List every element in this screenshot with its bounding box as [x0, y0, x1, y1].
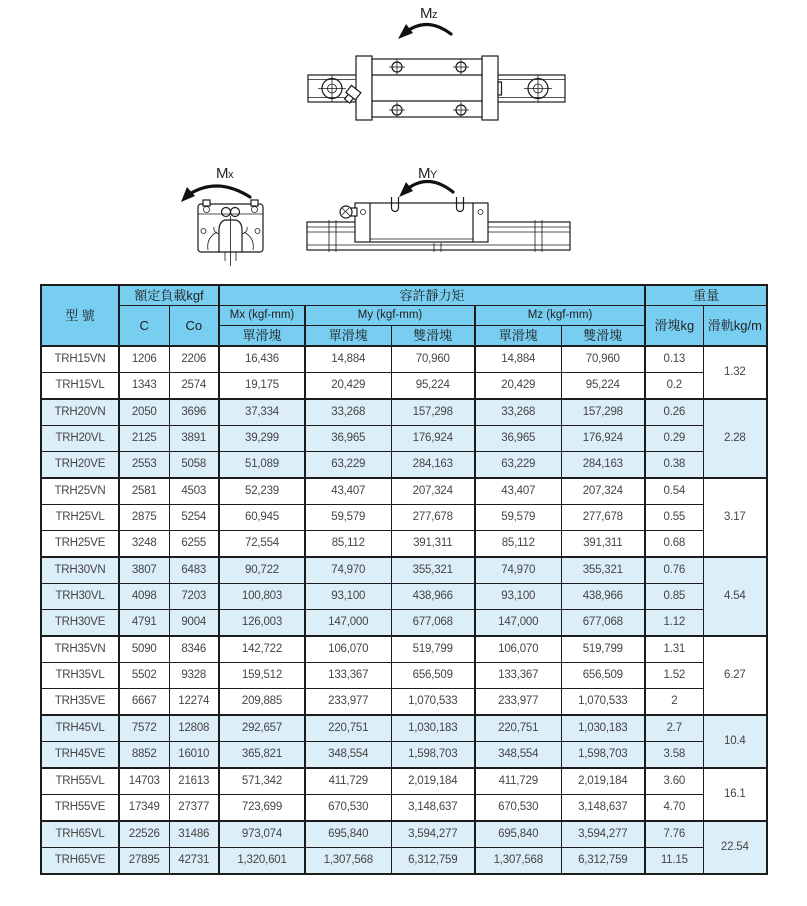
co-cell: 4503	[169, 478, 219, 505]
c-cell: 4098	[119, 584, 169, 610]
my-single-cell: 106,070	[305, 636, 391, 663]
my-double-cell: 157,298	[391, 399, 475, 426]
my-double-cell: 355,321	[391, 557, 475, 584]
co-cell: 12808	[169, 715, 219, 742]
model-cell: TRH30VN	[41, 557, 119, 584]
block-weight-cell: 1.12	[645, 610, 703, 637]
my-double-cell: 3,148,637	[391, 795, 475, 822]
rail-weight-cell: 10.4	[703, 715, 767, 768]
table-row	[41, 505, 767, 531]
model-cell: TRH15VL	[41, 373, 119, 400]
block-weight-cell: 0.54	[645, 478, 703, 505]
block-side-view	[340, 197, 488, 242]
my-double-cell: 677,068	[391, 610, 475, 637]
mz-single-cell: 14,884	[475, 346, 561, 373]
mz-single-cell: 233,977	[475, 689, 561, 716]
mx-label: M	[216, 165, 229, 182]
co-cell: 31486	[169, 821, 219, 848]
mz-label-sub: z	[432, 9, 438, 21]
block-weight-cell: 0.29	[645, 426, 703, 452]
c-cell: 4791	[119, 610, 169, 637]
mz-double-cell: 157,298	[561, 399, 645, 426]
mz-double-cell: 2,019,184	[561, 768, 645, 795]
my-double-cell: 438,966	[391, 584, 475, 610]
my-double-cell: 6,312,759	[391, 848, 475, 875]
co-cell: 6255	[169, 531, 219, 558]
mz-double-cell: 355,321	[561, 557, 645, 584]
my-single-cell: 85,112	[305, 531, 391, 558]
spec-table	[40, 284, 768, 875]
co-cell: 8346	[169, 636, 219, 663]
model-cell: TRH25VL	[41, 505, 119, 531]
mx-single-cell: 39,299	[219, 426, 305, 452]
rail-weight-cell: 16.1	[703, 768, 767, 821]
block-weight-cell: 0.76	[645, 557, 703, 584]
c-cell: 2581	[119, 478, 169, 505]
my-double-cell: 95,224	[391, 373, 475, 400]
c-cell: 17349	[119, 795, 169, 822]
my-single-cell: 411,729	[305, 768, 391, 795]
mz-double-cell: 277,678	[561, 505, 645, 531]
my-double-cell: 1,070,533	[391, 689, 475, 716]
c-cell: 5502	[119, 663, 169, 689]
model-cell: TRH35VL	[41, 663, 119, 689]
mz-double-cell: 95,224	[561, 373, 645, 400]
table-row	[41, 689, 767, 716]
rail-weight-cell: 22.54	[703, 821, 767, 874]
mz-single-cell: 348,554	[475, 742, 561, 769]
mz-double-cell: 3,148,637	[561, 795, 645, 822]
header-co: Co	[169, 306, 219, 347]
block-top-view	[342, 56, 501, 120]
my-double-cell: 207,324	[391, 478, 475, 505]
model-cell: TRH30VE	[41, 610, 119, 637]
mz-double-cell: 656,509	[561, 663, 645, 689]
c-cell: 5090	[119, 636, 169, 663]
model-cell: TRH25VE	[41, 531, 119, 558]
my-single-cell: 59,579	[305, 505, 391, 531]
model-cell: TRH20VN	[41, 399, 119, 426]
model-cell: TRH15VN	[41, 346, 119, 373]
mx-single-cell: 159,512	[219, 663, 305, 689]
table-row	[41, 636, 767, 663]
block-weight-cell: 7.76	[645, 821, 703, 848]
header-mx: Mx (kgf-mm)	[219, 306, 305, 326]
rail-weight-cell: 4.54	[703, 557, 767, 636]
model-cell: TRH30VL	[41, 584, 119, 610]
rail-weight-cell: 1.32	[703, 346, 767, 399]
my-label: M	[418, 165, 431, 182]
mx-single-cell: 1,320,601	[219, 848, 305, 875]
header-mz-double: 雙滑塊	[561, 326, 645, 347]
co-cell: 12274	[169, 689, 219, 716]
my-single-cell: 74,970	[305, 557, 391, 584]
block-weight-cell: 11.15	[645, 848, 703, 875]
block-weight-cell: 4.70	[645, 795, 703, 822]
block-weight-cell: 2.7	[645, 715, 703, 742]
header-my-double: 雙滑塊	[391, 326, 475, 347]
co-cell: 2206	[169, 346, 219, 373]
c-cell: 2553	[119, 452, 169, 479]
grease-nipple-icon	[340, 206, 357, 218]
my-single-cell: 348,554	[305, 742, 391, 769]
mz-single-cell: 43,407	[475, 478, 561, 505]
mz-single-cell: 33,268	[475, 399, 561, 426]
table-row	[41, 373, 767, 400]
block-weight-cell: 3.58	[645, 742, 703, 769]
mz-drawing-svg	[298, 0, 580, 152]
block-weight-cell: 0.2	[645, 373, 703, 400]
header-mz-single: 單滑塊	[475, 326, 561, 347]
mx-front-view-drawing	[165, 158, 305, 280]
mx-single-cell: 973,074	[219, 821, 305, 848]
table-row	[41, 663, 767, 689]
mz-double-cell: 438,966	[561, 584, 645, 610]
c-cell: 7572	[119, 715, 169, 742]
mz-single-cell: 20,429	[475, 373, 561, 400]
mx-single-cell: 126,003	[219, 610, 305, 637]
my-double-cell: 391,311	[391, 531, 475, 558]
mz-double-cell: 176,924	[561, 426, 645, 452]
table-row	[41, 768, 767, 795]
mz-single-cell: 106,070	[475, 636, 561, 663]
rail-weight-cell: 2.28	[703, 399, 767, 478]
my-single-cell: 20,429	[305, 373, 391, 400]
table-row	[41, 715, 767, 742]
mx-single-cell: 37,334	[219, 399, 305, 426]
c-cell: 6667	[119, 689, 169, 716]
mx-single-cell: 51,089	[219, 452, 305, 479]
co-cell: 3696	[169, 399, 219, 426]
my-double-cell: 70,960	[391, 346, 475, 373]
mz-double-cell: 519,799	[561, 636, 645, 663]
my-double-cell: 519,799	[391, 636, 475, 663]
c-cell: 8852	[119, 742, 169, 769]
my-single-cell: 147,000	[305, 610, 391, 637]
model-cell: TRH65VL	[41, 821, 119, 848]
header-mx-single: 單滑塊	[219, 326, 305, 347]
mz-single-cell: 74,970	[475, 557, 561, 584]
model-cell: TRH55VL	[41, 768, 119, 795]
mz-single-cell: 63,229	[475, 452, 561, 479]
mz-single-cell: 1,307,568	[475, 848, 561, 875]
mz-double-cell: 677,068	[561, 610, 645, 637]
co-cell: 9004	[169, 610, 219, 637]
block-weight-cell: 0.38	[645, 452, 703, 479]
mz-double-cell: 6,312,759	[561, 848, 645, 875]
block-weight-cell: 0.68	[645, 531, 703, 558]
co-cell: 27377	[169, 795, 219, 822]
table-row	[41, 452, 767, 479]
c-cell: 3807	[119, 557, 169, 584]
mz-top-view-drawing	[298, 0, 580, 152]
my-single-cell: 695,840	[305, 821, 391, 848]
my-double-cell: 277,678	[391, 505, 475, 531]
spec-table-body	[41, 346, 767, 874]
mx-single-cell: 209,885	[219, 689, 305, 716]
header-block-weight: 滑塊kg	[645, 306, 703, 347]
mz-single-cell: 36,965	[475, 426, 561, 452]
mx-single-cell: 72,554	[219, 531, 305, 558]
mx-single-cell: 90,722	[219, 557, 305, 584]
co-cell: 6483	[169, 557, 219, 584]
model-cell: TRH35VE	[41, 689, 119, 716]
mz-single-cell: 85,112	[475, 531, 561, 558]
block-front-view	[198, 200, 263, 266]
mx-single-cell: 16,436	[219, 346, 305, 373]
table-row	[41, 795, 767, 822]
my-double-cell: 2,019,184	[391, 768, 475, 795]
my-single-cell: 93,100	[305, 584, 391, 610]
model-cell: TRH45VL	[41, 715, 119, 742]
mz-single-cell: 147,000	[475, 610, 561, 637]
mx-single-cell: 571,342	[219, 768, 305, 795]
my-moment-arrow-icon	[399, 181, 453, 197]
my-single-cell: 14,884	[305, 346, 391, 373]
header-model: 型 號	[41, 285, 119, 346]
c-cell: 1343	[119, 373, 169, 400]
mz-single-cell: 59,579	[475, 505, 561, 531]
my-single-cell: 133,367	[305, 663, 391, 689]
table-row	[41, 399, 767, 426]
header-mz: Mz (kgf-mm)	[475, 306, 645, 326]
mz-double-cell: 3,594,277	[561, 821, 645, 848]
co-cell: 2574	[169, 373, 219, 400]
co-cell: 5058	[169, 452, 219, 479]
table-row	[41, 821, 767, 848]
mz-single-cell: 411,729	[475, 768, 561, 795]
model-cell: TRH35VN	[41, 636, 119, 663]
table-row	[41, 848, 767, 875]
header-my-single: 單滑塊	[305, 326, 391, 347]
mx-drawing-svg	[165, 158, 305, 280]
c-cell: 2050	[119, 399, 169, 426]
mx-single-cell: 292,657	[219, 715, 305, 742]
mx-moment-arrow-icon	[181, 186, 250, 202]
model-cell: TRH20VE	[41, 452, 119, 479]
table-row	[41, 478, 767, 505]
mx-single-cell: 100,803	[219, 584, 305, 610]
mz-double-cell: 284,163	[561, 452, 645, 479]
co-cell: 7203	[169, 584, 219, 610]
my-label-sub: Y	[430, 169, 438, 181]
c-cell: 27895	[119, 848, 169, 875]
co-cell: 5254	[169, 505, 219, 531]
my-double-cell: 656,509	[391, 663, 475, 689]
c-cell: 2125	[119, 426, 169, 452]
mz-single-cell: 93,100	[475, 584, 561, 610]
c-cell: 3248	[119, 531, 169, 558]
mz-moment-arrow-icon	[398, 24, 451, 39]
table-row	[41, 610, 767, 637]
block-weight-cell: 3.60	[645, 768, 703, 795]
my-double-cell: 3,594,277	[391, 821, 475, 848]
model-cell: TRH45VE	[41, 742, 119, 769]
my-single-cell: 63,229	[305, 452, 391, 479]
my-single-cell: 670,530	[305, 795, 391, 822]
block-weight-cell: 0.55	[645, 505, 703, 531]
mx-label-sub: x	[228, 169, 234, 181]
mx-single-cell: 19,175	[219, 373, 305, 400]
header-static-moment: 容許靜力矩	[219, 285, 645, 306]
block-weight-cell: 1.52	[645, 663, 703, 689]
table-row	[41, 531, 767, 558]
block-weight-cell: 0.13	[645, 346, 703, 373]
mz-double-cell: 1,598,703	[561, 742, 645, 769]
c-cell: 22526	[119, 821, 169, 848]
mz-double-cell: 1,030,183	[561, 715, 645, 742]
mz-double-cell: 391,311	[561, 531, 645, 558]
table-row	[41, 426, 767, 452]
table-row	[41, 557, 767, 584]
block-weight-cell: 1.31	[645, 636, 703, 663]
block-weight-cell: 2	[645, 689, 703, 716]
my-single-cell: 43,407	[305, 478, 391, 505]
my-double-cell: 1,030,183	[391, 715, 475, 742]
my-single-cell: 33,268	[305, 399, 391, 426]
table-row	[41, 742, 767, 769]
c-cell: 1206	[119, 346, 169, 373]
rail-weight-cell: 3.17	[703, 478, 767, 557]
my-single-cell: 220,751	[305, 715, 391, 742]
my-single-cell: 1,307,568	[305, 848, 391, 875]
block-weight-cell: 0.26	[645, 399, 703, 426]
header-rail-weight: 滑軌kg/m	[703, 306, 767, 347]
mz-double-cell: 70,960	[561, 346, 645, 373]
co-cell: 3891	[169, 426, 219, 452]
rail-weight-cell: 6.27	[703, 636, 767, 715]
mz-double-cell: 1,070,533	[561, 689, 645, 716]
mz-double-cell: 207,324	[561, 478, 645, 505]
co-cell: 16010	[169, 742, 219, 769]
my-double-cell: 1,598,703	[391, 742, 475, 769]
mx-single-cell: 723,699	[219, 795, 305, 822]
table-row	[41, 584, 767, 610]
header-c: C	[119, 306, 169, 347]
block-weight-cell: 0.85	[645, 584, 703, 610]
c-cell: 2875	[119, 505, 169, 531]
model-cell: TRH20VL	[41, 426, 119, 452]
mz-single-cell: 220,751	[475, 715, 561, 742]
model-cell: TRH25VN	[41, 478, 119, 505]
co-cell: 9328	[169, 663, 219, 689]
co-cell: 21613	[169, 768, 219, 795]
my-single-cell: 36,965	[305, 426, 391, 452]
mx-single-cell: 52,239	[219, 478, 305, 505]
model-cell: TRH65VE	[41, 848, 119, 875]
header-weight: 重量	[645, 285, 767, 306]
model-cell: TRH55VE	[41, 795, 119, 822]
my-double-cell: 284,163	[391, 452, 475, 479]
mz-single-cell: 133,367	[475, 663, 561, 689]
mz-label: M	[420, 5, 433, 22]
header-rated-load: 額定負載kgf	[119, 285, 219, 306]
my-double-cell: 176,924	[391, 426, 475, 452]
table-row	[41, 346, 767, 373]
mx-single-cell: 365,821	[219, 742, 305, 769]
mz-single-cell: 695,840	[475, 821, 561, 848]
spec-table-header	[41, 285, 767, 346]
mz-single-cell: 670,530	[475, 795, 561, 822]
my-single-cell: 233,977	[305, 689, 391, 716]
mx-single-cell: 142,722	[219, 636, 305, 663]
my-side-view-drawing	[300, 158, 592, 275]
my-drawing-svg	[300, 158, 592, 275]
co-cell: 42731	[169, 848, 219, 875]
header-my: My (kgf-mm)	[305, 306, 475, 326]
c-cell: 14703	[119, 768, 169, 795]
mx-single-cell: 60,945	[219, 505, 305, 531]
